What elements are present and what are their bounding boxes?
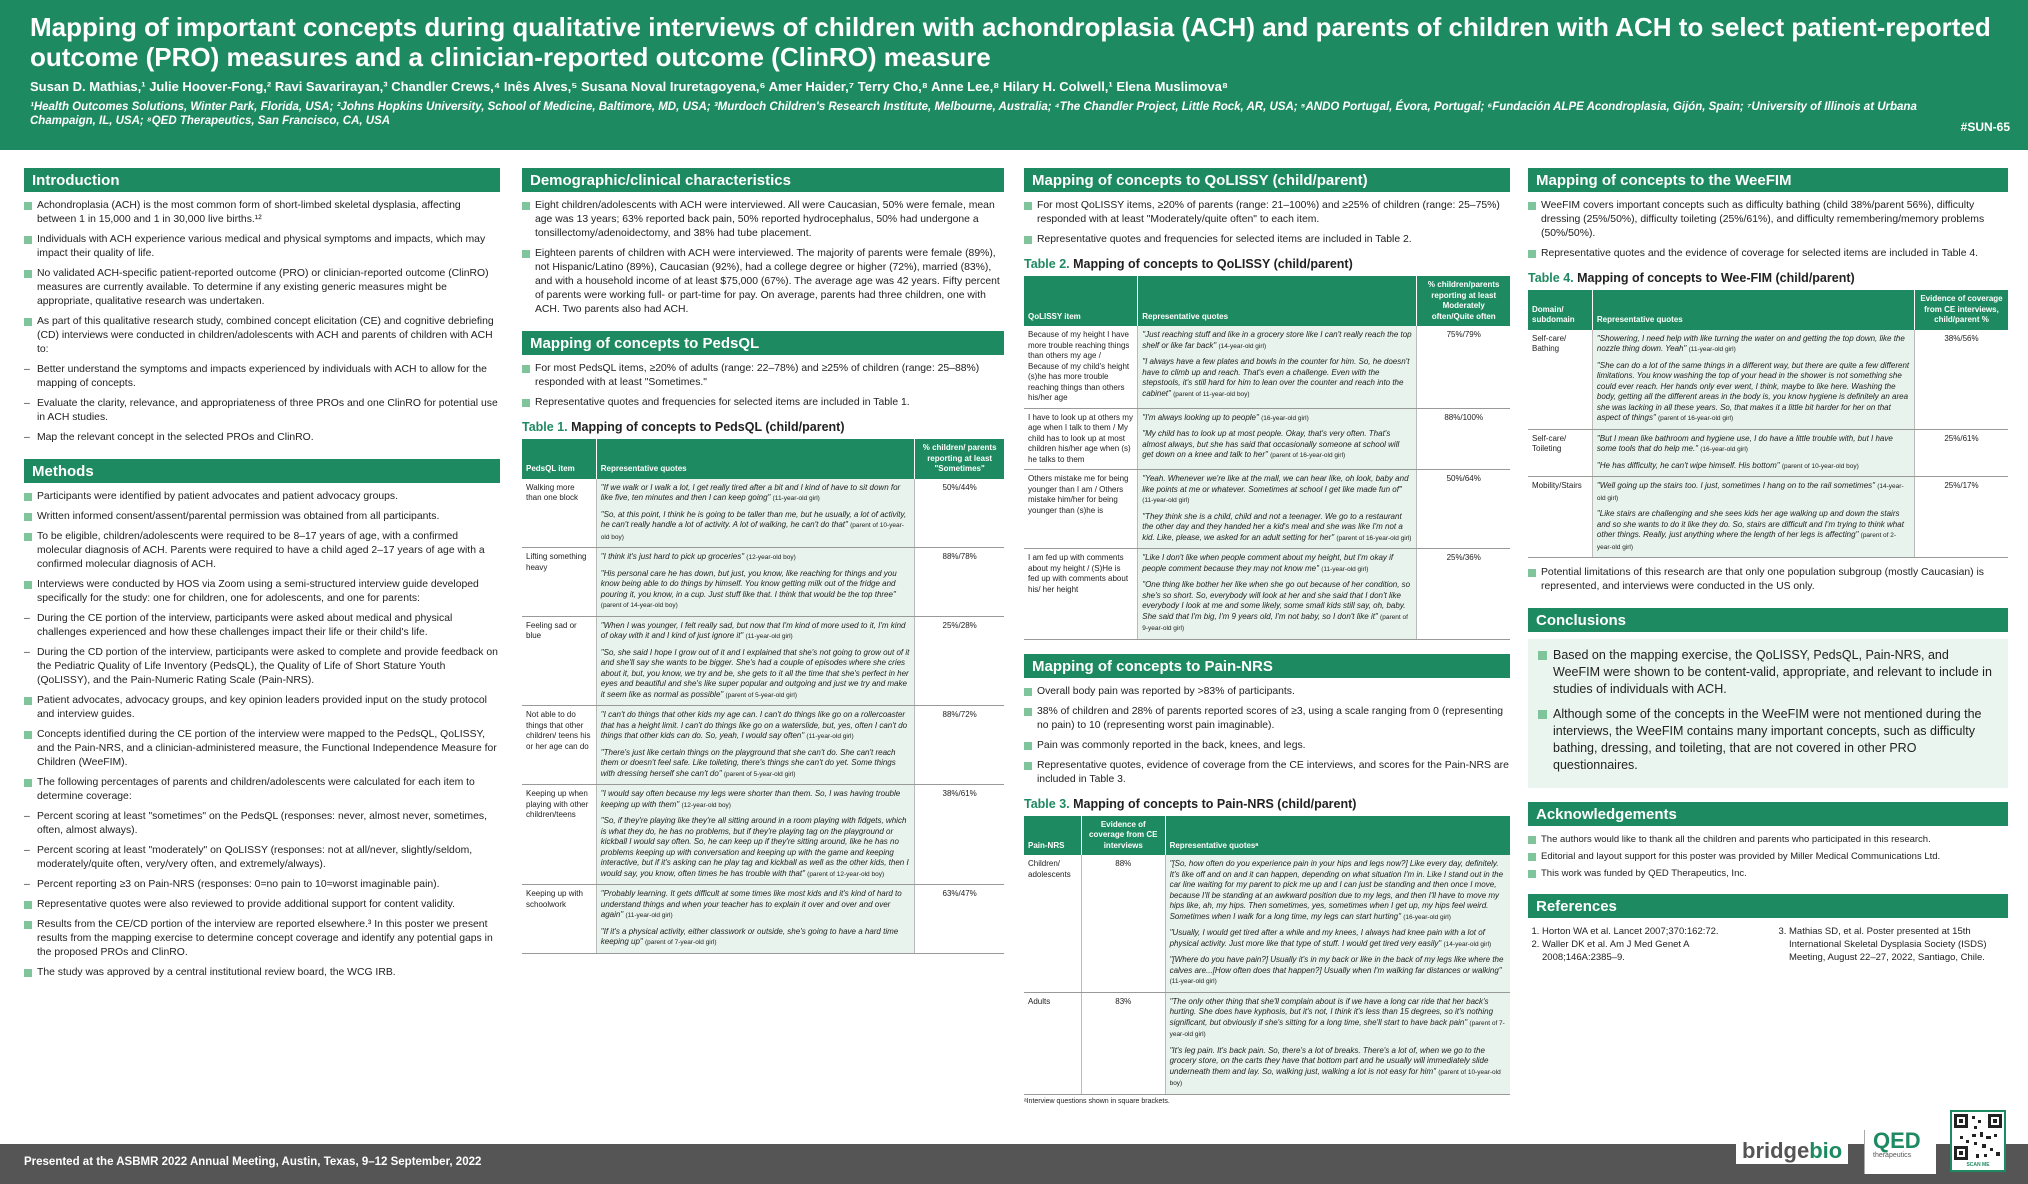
table-row <box>1528 477 2008 558</box>
item-cell: Others mistake me for being younger than I am / Others mistake him/her for being younger than (s)he is <box>1024 470 1138 549</box>
quotes-cell <box>1138 549 1417 640</box>
qed-logo-sub: therapeutics <box>1873 1152 1912 1159</box>
quote-text: "Probably learning. It gets difficult at some times like most kids and it's kind of hard to understand things and when your teacher has to explain it over and over and over again" <box>600 889 902 919</box>
quote-source: (11-year-old girl) <box>745 633 793 640</box>
table-row <box>1024 470 1510 549</box>
quotes-cell <box>596 548 915 617</box>
quote-source: (12-year-old boy) <box>746 554 796 561</box>
quote-source: (parent of 7-year-old girl) <box>1169 1019 1505 1038</box>
percent-cell: 75%/79% <box>1417 326 1510 408</box>
quotes-cell <box>1138 470 1417 549</box>
percent-cell: 25%/61% <box>1914 429 2008 477</box>
item-cell: Children/ adolescents <box>1024 855 1081 992</box>
quote-source: (11-year-old girl) <box>1169 978 1217 985</box>
table-4-number: Table 4. <box>1528 271 1574 285</box>
item-cell: Self-care/ Toileting <box>1528 429 1592 477</box>
quotes-cell <box>596 479 915 548</box>
item-cell: Lifting something heavy <box>522 548 596 617</box>
quote-text: "Just reaching stuff and like in a grocery store like I can't really reach the top shelf or like far back" <box>1142 330 1412 350</box>
quote-text: "Like stairs are challenging and she sees kids her age walking up and down the stairs and so she wants to do it like they do. So, stairs are difficult and I'm trying to think what other things. Really, just anything where the length of her legs is affecting" <box>1596 509 1904 539</box>
bullet-item: Editorial and layout support for this poster was provided by Miller Medical Communications Ltd. <box>1528 850 2008 863</box>
quote-text: "They think she is a child, child and not a teenager. We go to a restaurant the other day and they handed her a kid's meal and she was like I'm not a kid. Like, please, we asked for an adult setting for her" <box>1142 511 1403 542</box>
item-cell: Self-care/ Bathing <box>1528 330 1592 430</box>
quote-text: "So, at this point, I think he is going to be taller than me, but he usually, a lot of activity, he can't really handle a lot of activity. A lot of walking, he can't do that" <box>600 509 907 529</box>
bullet-item: Eighteen parents of children with ACH were interviewed. The majority of parents were female (89%), not Hispanic/Latino (89%), Caucasian (92%), had a college degree or higher (72%), married (83%), and with a household income of at least $75,000 (67%). The average age was 42 years. Fifty percent of parents were working full- or part-time for pay. On average, parents had three children, one with ACH. Two parents also had ACH. <box>522 247 1004 317</box>
quote <box>1142 553 1412 575</box>
pedsql-heading: Mapping of concepts to PedsQL <box>522 331 1004 355</box>
table-2 <box>1024 276 1510 640</box>
quote <box>1142 330 1412 352</box>
column-header: % children/parents reporting at least Moderately often/Quite often <box>1417 276 1510 326</box>
column-1 <box>24 168 500 1128</box>
quote <box>1170 928 1506 950</box>
column-3 <box>1024 168 1510 1128</box>
affiliations: ¹Health Outcomes Solutions, Winter Park, Florida, USA; ²Johns Hopkins University, School of Medicine, Baltimore, MD, USA; ³Murdoch Children's Research Institute, Melbourne, Australia; ⁴The Chandler Project, Little Rock, AR, USA; ⁵ANDO Portugal, Évora, Portugal; ⁶Fundación ALPE Acondroplasia, Gijón, Spain; ⁷University of Illinois at Urbana Champaign, IL, USA; ⁸QED Therapeutics, San Francisco, CA, USA <box>30 101 1917 127</box>
quote <box>601 789 911 811</box>
column-header: QoLISSY item <box>1024 276 1138 326</box>
column-4 <box>1528 168 2008 1128</box>
quotes-cell <box>1592 330 1914 430</box>
percent-cell: 88%/78% <box>915 548 1004 617</box>
poster-footer <box>0 1144 2028 1184</box>
table-3-title: Mapping of concepts to Pain-NRS (child/parent) <box>1073 796 1357 811</box>
table-2-title: Mapping of concepts to QoLISSY (child/parent) <box>1073 257 1353 271</box>
bullet-item: No validated ACH-specific patient-reported outcome (PRO) or clinician-reported outcome (ClinRO) measures are currently available. To determine if any existing generic measures might be appropriate, qualitative research was undertaken. <box>24 267 500 309</box>
quote <box>601 510 911 544</box>
quote <box>1597 509 1910 553</box>
table-row <box>1024 855 1510 992</box>
column-header: Pain-NRS <box>1024 816 1081 856</box>
quote-source: (parent of 2-year-old girl) <box>1596 532 1897 551</box>
column-header: Representative quotes <box>1592 290 1914 330</box>
sub-bullet: – During the CE portion of the interview, participants were asked about medical and physical challenges experienced and how these challenges impact their life or their child's life. <box>24 612 500 640</box>
qolissy-list <box>1024 199 1510 247</box>
demographics-heading: Demographic/clinical characteristics <box>522 168 1004 192</box>
bullet-item: To be eligible, children/adolescents were required to be 8–17 years of age, with a confirmed molecular diagnosis of ACH. Parents were required to have a child aged 2–17 years of age with a confirmed molecular diagnosis of ACH. <box>24 530 500 572</box>
quotes-cell <box>596 885 915 954</box>
ack-list <box>1528 833 2008 880</box>
sub-bullet: – Percent scoring at least "moderately" on QoLISSY (responses: not at all/never, slightly/seldom, moderately/quite often, very/very often, and extremely/always). <box>24 844 500 872</box>
quote-source: (parent of 10-year-old boy) <box>1781 462 1859 470</box>
bullet-item: Potential limitations of this research are that only one population subgroup (mostly Caucasian) is represented, and interviews were conducted in the US only. <box>1528 566 2008 594</box>
table-1-title: Mapping of concepts to PedsQL (child/parent) <box>571 420 845 434</box>
table-1 <box>522 439 1004 954</box>
quote-text: "I think it's just hard to pick up groceries" <box>600 552 745 561</box>
references-heading: References <box>1528 894 2008 918</box>
quote <box>1597 361 1910 425</box>
quote-source: (parent of 5-year-old girl) <box>723 770 796 778</box>
table-row <box>1528 330 2008 430</box>
quote-source: (16-year-old girl) <box>1261 414 1309 422</box>
quote-source: (parent of 16-year-old girl) <box>1270 452 1346 459</box>
table-header-row <box>1024 276 1510 326</box>
sub-bullet: – During the CD portion of the interview, participants were asked to complete and provide feedback on the Pediatric Quality of Life Inventory (PedsQL), the Quality of Life of Short Stature Youth (QoLISSY), and the Pain-Numeric Rating Scale (Pain-NRS). <box>24 646 500 688</box>
methods-list <box>24 490 500 980</box>
sub-bullet: – Evaluate the clarity, relevance, and appropriateness of three PROs and one ClinRO for potential use in ACH studies. <box>24 397 500 425</box>
percent-cell: 25%/17% <box>1914 477 2008 558</box>
column-header: Representative quotes <box>1138 276 1417 326</box>
percent-cell: 88%/100% <box>1417 408 1510 470</box>
quote-text: "My child has to look up at most people. Okay, that's very often. That's almost always, but she has said that occasionally someone at school will get down on a knee and talk to her" <box>1142 429 1400 459</box>
table-3-number: Table 3. <box>1024 796 1070 811</box>
quote-text: "If we walk or I walk a lot, I get really tired after a bit and I kind of have to sit down for like five, ten minutes and then I can keep going" <box>600 482 901 502</box>
poster-tag: #SUN-65 <box>1960 120 2010 134</box>
column-header: PedsQL item <box>522 439 596 479</box>
quote <box>601 889 911 922</box>
references-left <box>1528 925 1761 964</box>
reference-item: 3. Mathias SD, et al. Poster presented at 15th International Skeletal Dysplasia Society (ISDS) Meeting, August 22–27, 2022, Santiago, Chile. <box>1789 925 2008 964</box>
item-cell: I am fed up with comments about my height / (S)He is fed up with comments about his/ her height <box>1024 549 1138 640</box>
quote-text: "I'm always looking up to people" <box>1142 412 1259 422</box>
table-row <box>522 548 1004 617</box>
quotes-cell <box>1592 477 1914 558</box>
table-row <box>1024 992 1510 1094</box>
qr-code-icon <box>1952 1112 2004 1162</box>
author-list: Susan D. Mathias,¹ Julie Hoover-Fong,² Ravi Savarirayan,³ Chandler Crews,⁴ Inês Alves,⁵ Susana Noval Iruretagoyena,⁶ Amer Haider,⁷ Terry Cho,⁸ Anne Lee,⁸ Hilary H. Colwell,¹ Elena Muslimova⁸ <box>30 79 1228 94</box>
column-header: Evidence of coverage from CE interviews <box>1081 816 1165 856</box>
references-right <box>1775 925 2008 964</box>
reference-item: 1. Horton WA et al. Lancet 2007;370:162:72. <box>1542 925 1761 938</box>
bullet-item: For most PedsQL items, ≥20% of adults (range: 22–78%) and ≥25% of children (range: 25–88%) responded with at least "Sometimes." <box>522 362 1004 390</box>
intro-list <box>24 199 500 445</box>
quote-source: (14-year-old girl) <box>1443 940 1492 948</box>
quote-source: (parent of 10-year-old boy) <box>1169 1068 1501 1087</box>
references <box>1528 925 2008 964</box>
bullet-item: Patient advocates, advocacy groups, and key opinion leaders provided input on the study protocol and interview guides. <box>24 694 500 722</box>
bridgebio-logo <box>1736 1138 1848 1164</box>
quote <box>1142 580 1412 635</box>
quote <box>1597 334 1910 356</box>
percent-cell: 38%/61% <box>915 785 1004 885</box>
quote <box>1170 1046 1506 1090</box>
bullet-item: 38% of children and 28% of parents reported scores of ≥3, using a scale ranging from 0 (representing no pain) to 10 (representing worst pain imaginable). <box>1024 705 1510 733</box>
percent-cell: 88% <box>1081 855 1165 992</box>
bullet-item: Overall body pain was reported by >83% of participants. <box>1024 685 1510 699</box>
quote <box>601 483 911 505</box>
table-4 <box>1528 290 2008 558</box>
quote <box>1170 955 1506 988</box>
table-row <box>1024 549 1510 640</box>
quote-source: (parent of 16-year-old girl) <box>1658 415 1734 422</box>
percent-cell: 50%/44% <box>915 479 1004 548</box>
quote <box>1597 481 1910 504</box>
quote-source: (11-year-old girl) <box>1142 497 1190 504</box>
bullet-item: Participants were identified by patient advocates and patient advocacy groups. <box>24 490 500 504</box>
table-row <box>1024 326 1510 408</box>
painnrs-heading: Mapping of concepts to Pain-NRS <box>1024 654 1510 678</box>
quote-source: (11-year-old girl) <box>806 733 854 740</box>
quote-text: "He has difficulty, he can't wipe himself. His bottom" <box>1596 460 1780 470</box>
bridgebio-logo-a: bridge <box>1742 1138 1810 1163</box>
quote-source: (14-year-old girl) <box>1218 342 1267 350</box>
quotes-cell <box>1138 408 1417 470</box>
quote-source: (16-year-old girl) <box>1700 446 1748 453</box>
bullet-item: For most QoLISSY items, ≥20% of parents (range: 21–100%) and ≥25% of children (range: 25–75%) responded with at least "Moderately/quite often" to each item. <box>1024 199 1510 227</box>
table-row <box>522 479 1004 548</box>
quote <box>601 621 911 643</box>
bullet-item: Based on the mapping exercise, the QoLISSY, PedsQL, Pain-NRS, and WeeFIM were shown to be content-valid, appropriate, and relevant to include in studies of individuals with ACH. <box>1538 647 1998 698</box>
demographics-list <box>522 199 1004 317</box>
quote-text: "It's leg pain. It's back pain. So, there's a lot of breaks. There's a lot of, when we go to the grocery store, on the carts they have that bottom part and he usually will immediately slide underneath them and lay. So, walking just, walking a lot is not easy for him" <box>1169 1045 1489 1076</box>
table-row <box>522 885 1004 954</box>
column-2 <box>522 168 1004 1128</box>
sub-bullet: – Percent scoring at least "sometimes" on the PedsQL (responses: never, almost never, sometimes, often, almost always). <box>24 810 500 838</box>
bullet-item: Individuals with ACH experience various medical and physical symptoms and impacts, which may impact their quality of life. <box>24 233 500 261</box>
table-header-row <box>1528 290 2008 330</box>
quote-text: "Well going up the stairs too. I just, sometimes I hang on to the rail sometimes" <box>1596 481 1876 490</box>
limitations-list <box>1528 566 2008 594</box>
conclusions-heading: Conclusions <box>1528 608 2008 632</box>
quote-source: (parent of 12-year-old boy) <box>807 870 885 878</box>
percent-cell: 50%/64% <box>1417 470 1510 549</box>
qr-code[interactable] <box>1950 1110 2006 1172</box>
bullet-item: Concepts identified during the CE portion of the interview were mapped to the PedsQL, QoLISSY, and the Pain-NRS, and a clinician-administered measure, the Functional Independence Measure for Children (WeeFIM). <box>24 728 500 770</box>
table-2-caption <box>1024 257 1510 271</box>
quote-text: "[Where do you have pain?] Usually it's in my back or like in the back of my legs like where the calves are...[How often does that happen?] Usually when I'm walking far distances or walking" <box>1169 955 1504 975</box>
column-header: Representative quotesᵃ <box>1165 816 1510 856</box>
quote-source: (14-year-old girl) <box>1596 483 1904 502</box>
quote-source: (parent of 16-year-old girl) <box>1336 534 1412 542</box>
sub-bullet: – Better understand the symptoms and impacts experienced by individuals with ACH to allow for the mapping of concepts. <box>24 363 500 391</box>
quote-text: "The only other thing that she'll complain about is if we have a long car ride that her back's hurting. She does have kyphosis, but it's not, I think it's less than 15 degrees, so it's nothing significant, but obviously if she's sitting for a long time, she'll start to have back pain" <box>1169 996 1494 1027</box>
quote <box>1142 512 1412 545</box>
quote-text: "Showering, I need help with like turning the water on and getting the top down, like the nozzle thing down. Yeah" <box>1596 333 1905 353</box>
quote-source: (parent of 14-year-old boy) <box>600 602 678 609</box>
quotes-cell <box>1592 429 1914 477</box>
bullet-item: WeeFIM covers important concepts such as difficulty bathing (child 38%/parent 56%), difficulty dressing (25%/50%), difficulty toileting (25%/61%), and difficulty remembering/memory problems (50%/50%). <box>1528 199 2008 241</box>
pedsql-list <box>522 362 1004 410</box>
quote <box>601 648 911 702</box>
quote-source: (11-year-old girl) <box>1321 565 1369 573</box>
quote <box>601 816 911 880</box>
quote <box>1170 997 1506 1041</box>
bullet-item: The study was approved by a central institutional review board, the WCG IRB. <box>24 966 500 980</box>
bullet-item: Representative quotes and frequencies for selected items are included in Table 2. <box>1024 233 1510 247</box>
table-3-footnote: ᵃInterview questions shown in square brackets. <box>1024 1097 1170 1105</box>
quotes-cell <box>1138 326 1417 408</box>
percent-cell: 25%/28% <box>915 616 1004 706</box>
qolissy-heading: Mapping of concepts to QoLISSY (child/parent) <box>1024 168 1510 192</box>
table-2-number: Table 2. <box>1024 257 1070 271</box>
quote-source: (parent of 9-year-old girl) <box>1142 613 1408 632</box>
quote <box>601 569 911 612</box>
quote-source: (parent of 10-year-old boy) <box>600 522 904 541</box>
bullet-item: Although some of the concepts in the WeeFIM were not mentioned during the interviews, the WeeFIM contains many important concepts, such as difficulty bathing, dressing, and toileting, that are not covered in other PRO questionnaires. <box>1538 706 1998 774</box>
qed-logo-text: QED <box>1873 1128 1921 1153</box>
percent-cell: 25%/36% <box>1417 549 1510 640</box>
quote-text: "But I mean like bathroom and hygiene use, I do have a little trouble with, but I have some tools that do help me." <box>1596 433 1893 453</box>
quote <box>601 552 911 564</box>
item-cell: Keeping up when playing with other children/teens <box>522 785 596 885</box>
column-header: % children/ parents reporting at least "Sometimes" <box>915 439 1004 479</box>
bullet-item: Achondroplasia (ACH) is the most common form of short-limbed skeletal dysplasia, affecting between 1 in 15,000 and 1 in 30,000 live births.¹² <box>24 199 500 227</box>
quotes-cell <box>1165 992 1510 1094</box>
quote-text: "Like I don't like when people comment about my height, but I'm okay if people comment because they may not know me" <box>1142 553 1394 573</box>
bullet-item: Pain was commonly reported in the back, knees, and legs. <box>1024 739 1510 753</box>
quote-text: "So, if they're playing like they're all sitting around in a room playing with fidgets, which is what they do, he has no problems, but if they're playing tag on the playground or kickball I would say often. So, he can keep up if they're sitting around, like he has no problems keeping up with conversation and keeping up with the game and keeping interactive, but if it's asking can he play tag and kickball as well as the other kids, then I would say, you know, often times he has trouble with that" <box>600 816 909 878</box>
quote <box>1170 859 1506 923</box>
bullet-item: Representative quotes and the evidence of coverage for selected items are included in Table 4. <box>1528 247 2008 261</box>
quote-text: "Yeah. Whenever we're like at the mall, we can hear like, oh look, baby and like points at me or whatever. Sometimes at school I get like made fun of" <box>1142 474 1409 494</box>
quote-text: "One thing like bother her like when she go out because of her condition, so she's so short. So, everybody will look at her and she said that I don't like everybody I look at me and some likely, some small kids still say, oh, baby. She said that I'm big, I'm 9 years old, I'm not baby, so I don't like it" <box>1142 580 1411 621</box>
methods-heading: Methods <box>24 459 500 483</box>
percent-cell: 83% <box>1081 992 1165 1094</box>
table-row <box>1528 429 2008 477</box>
bridgebio-logo-b: bio <box>1809 1138 1843 1163</box>
table-3 <box>1024 816 1510 1095</box>
quote <box>1597 461 1910 473</box>
reference-item: 2. Waller DK et al. Am J Med Genet A 2008;146A:2385–9. <box>1542 938 1761 964</box>
quote-text: "His personal care he has down, but just, you know, like reaching for things and you know being able to do things by himself. You know getting milk out of the fridge and pouring it, you know, in a cup. Just stuff like that. I think that would be the top three" <box>600 568 897 599</box>
bullet-item: Representative quotes were also reviewed to provide additional support for content validity. <box>24 898 500 912</box>
bullet-item: Representative quotes, evidence of coverage from the CE interviews, and scores for the Pain-NRS are included in Table 3. <box>1024 759 1510 787</box>
bullet-item: The following percentages of parents and children/adolescents were calculated for each item to determine coverage: <box>24 776 500 804</box>
quote-text: "When I was younger, I felt really sad, but now that I'm kind of more used to it, I'm kind of okay with it and I kind of just ignore it" <box>600 620 906 640</box>
conclusions-box <box>1528 639 2008 788</box>
table-row <box>522 706 1004 785</box>
bullet-item: Results from the CE/CD portion of the interview are reported elsewhere.³ In this poster we present results from the mapping exercise to determine concept coverage and identify any potential gaps in the proposed PROs and ClinRO. <box>24 918 500 960</box>
bullet-item: Written informed consent/assent/parental permission was obtained from all participants. <box>24 510 500 524</box>
item-cell: Walking more than one block <box>522 479 596 548</box>
item-cell: Because of my height I have more trouble reaching things than others my age / Because of my child's height (s)he has more trouble reaching things than others his/her age <box>1024 326 1138 408</box>
quote-source: (11-year-old girl) <box>772 495 820 502</box>
quote <box>601 748 911 781</box>
quote <box>601 710 911 743</box>
quote-text: "If it's a physical activity, either classwork or outside, she's going to have a hard time keeping up" <box>600 926 899 946</box>
item-cell: I have to look up at others my age when I talk to them / My child has to look up at most children his/her age when (s) he talks to them <box>1024 408 1138 470</box>
qed-logo <box>1864 1130 1936 1174</box>
weefim-heading: Mapping of concepts to the WeeFIM <box>1528 168 2008 192</box>
table-3-caption <box>1024 797 1510 811</box>
poster-header <box>0 0 2028 150</box>
table-row <box>1024 408 1510 470</box>
sub-bullet: – Percent reporting ≥3 on Pain-NRS (responses: 0=no pain to 10=worst imaginable pain). <box>24 878 500 892</box>
table-1-caption <box>522 420 1004 434</box>
bullet-item: As part of this qualitative research study, combined concept elicitation (CE) and cognitive debriefing (CD) interviews were conducted in children/adolescents with ACH and parents of children with ACH to: <box>24 315 500 357</box>
quote-text: "I can't do things that other kids my age can. I can't do things like go on a rollercoaster that has a height limit. I can't do things like go on a waterslide, but, yes, often I can't do things that other kids can do. So, yeah, I would say often" <box>600 710 908 740</box>
footer-text: Presented at the ASBMR 2022 Annual Meeting, Austin, Texas, 9–12 September, 2022 <box>24 1156 482 1168</box>
quotes-cell <box>596 785 915 885</box>
item-cell: Feeling sad or blue <box>522 616 596 706</box>
table-row <box>522 785 1004 885</box>
quote <box>1142 474 1412 507</box>
percent-cell: 63%/47% <box>915 885 1004 954</box>
painnrs-list <box>1024 685 1510 787</box>
quote <box>1142 357 1412 400</box>
quote-source: (parent of 11-year-old boy) <box>1173 390 1250 398</box>
quotes-cell <box>596 616 915 706</box>
quote-source: (11-year-old girl) <box>1688 346 1736 353</box>
percent-cell: 88%/72% <box>915 706 1004 785</box>
quote-text: "I always have a few plates and bowls in the counter for him. So, he doesn't have to climb up and reach. That's even a challenge. Even with the stepstools, it's still hard for him to lean over the counter and reach into the cabinet" <box>1142 357 1410 398</box>
column-header: Representative quotes <box>596 439 915 479</box>
quote <box>601 927 911 949</box>
column-header: Evidence of coverage from CE interviews, child/parent % <box>1914 290 2008 330</box>
quote <box>1142 429 1412 462</box>
quotes-cell <box>596 706 915 785</box>
poster-title: Mapping of important concepts during qualitative interviews of children with achondroplasia (ACH) and parents of children with ACH to select patient-reported outcome (PRO) measures and a clinician-reported outcome (ClinRO) measure <box>30 12 1991 72</box>
quote-source: (12-year-old boy) <box>681 801 731 809</box>
table-1-number: Table 1. <box>522 420 568 434</box>
quotes-cell <box>1165 855 1510 992</box>
quote-source: (parent of 5-year-old girl) <box>725 691 797 699</box>
bullet-item: Interviews were conducted by HOS via Zoom using a semi-structured interview guide developed specifically for the study: one for children, one for adolescents, and one for parents: <box>24 578 500 606</box>
bullet-item: This work was funded by QED Therapeutics, Inc. <box>1528 867 2008 880</box>
item-cell: Not able to do things that other children/ teens his or her age can do <box>522 706 596 785</box>
item-cell: Keeping up with schoolwork <box>522 885 596 954</box>
quote-source: (11-year-old girl) <box>625 912 673 919</box>
bullet-item: Representative quotes and frequencies for selected items are included in Table 1. <box>522 396 1004 410</box>
table-4-title: Mapping of concepts to Wee-FIM (child/parent) <box>1577 271 1855 285</box>
quote-text: "[So, how often do you experience pain in your hips and legs now?] Like every day, definitely. It's like off and on and it can happen, depending on what situation I'm in. Like I stand out in the car line waiting for my parent to pick me up and I can just be standing and then once I move, because I'll be standing at an awkward position due to my legs, and then I'll have to move my hips like, ah, my hips. Then sometimes, yes, sometimes when I get up, my hips feel weird. Sometimes when I walk for a long time, my legs can start hurting" <box>1169 859 1504 921</box>
ack-heading: Acknowledgements <box>1528 802 2008 826</box>
table-row <box>522 616 1004 706</box>
conclusions-list <box>1538 647 1998 774</box>
quote-text: "Usually, I would get tired after a while and my knees, I always had knee pain with a lot of physical activity. Just more like that type of stuff. I would get tired very easily" <box>1169 928 1485 948</box>
sub-bullet: – Map the relevant concept in the selected PROs and ClinRO. <box>24 431 500 445</box>
quote-source: (16-year-old girl) <box>1403 913 1451 921</box>
bullet-item: The authors would like to thank all the children and parents who participated in this research. <box>1528 833 2008 846</box>
quote-text: "I would say often because my legs were shorter than them. So, I was having trouble keeping up with them" <box>600 789 901 809</box>
column-header: Domain/ subdomain <box>1528 290 1592 330</box>
item-cell: Adults <box>1024 992 1081 1094</box>
table-4-caption <box>1528 271 2008 285</box>
item-cell: Mobility/Stairs <box>1528 477 1592 558</box>
qr-label: SCAN ME <box>1966 1162 1990 1168</box>
weefim-list <box>1528 199 2008 261</box>
quote-source: (parent of 7-year-old girl) <box>645 939 717 946</box>
bullet-item: Eight children/adolescents with ACH were interviewed. All were Caucasian, 50% were female, mean age was 13 years; 63% reported back pain, 50% reported hydrocephalus, 50% had undergone a tonsillectomy/adenoidectomy, and 38% had tube placement. <box>522 199 1004 241</box>
quote-text: "So, she said I hope I grow out of it and I explained that she's not going to grow out of it and she'll say she wants to be bigger. She's had a couple of episodes where she cries about it, but, you know, we try and be, she gets to it all the time that she's perfect in her eyes and beautiful and she's like super popular and outgoing and just we try and make it seem like as normal as possible" <box>600 647 910 699</box>
quote <box>1597 434 1910 456</box>
quote-text: "She can do a lot of the same things in a different way, but there are quite a few different limitations. You know washing the top of your head in the shower is not something she could ever reach. Her hands only ever went, I think, maybe to like here. Washing the body, getting all the different areas in the body is, you know hygiene is definitely an area she was lacking in all these years. So, that makes it a little bit harder for her on that aspect of things" <box>1596 360 1910 422</box>
table-header-row <box>1024 816 1510 856</box>
intro-heading: Introduction <box>24 168 500 192</box>
percent-cell: 38%/56% <box>1914 330 2008 430</box>
table-header-row <box>522 439 1004 479</box>
quote-text: "There's just like certain things on the playground that she can't do. She can't reach them or doesn't feel safe. Like toileting, there's things she can't do yet. Some things with dressing herself she can't do" <box>600 747 896 778</box>
quote <box>1142 413 1412 425</box>
